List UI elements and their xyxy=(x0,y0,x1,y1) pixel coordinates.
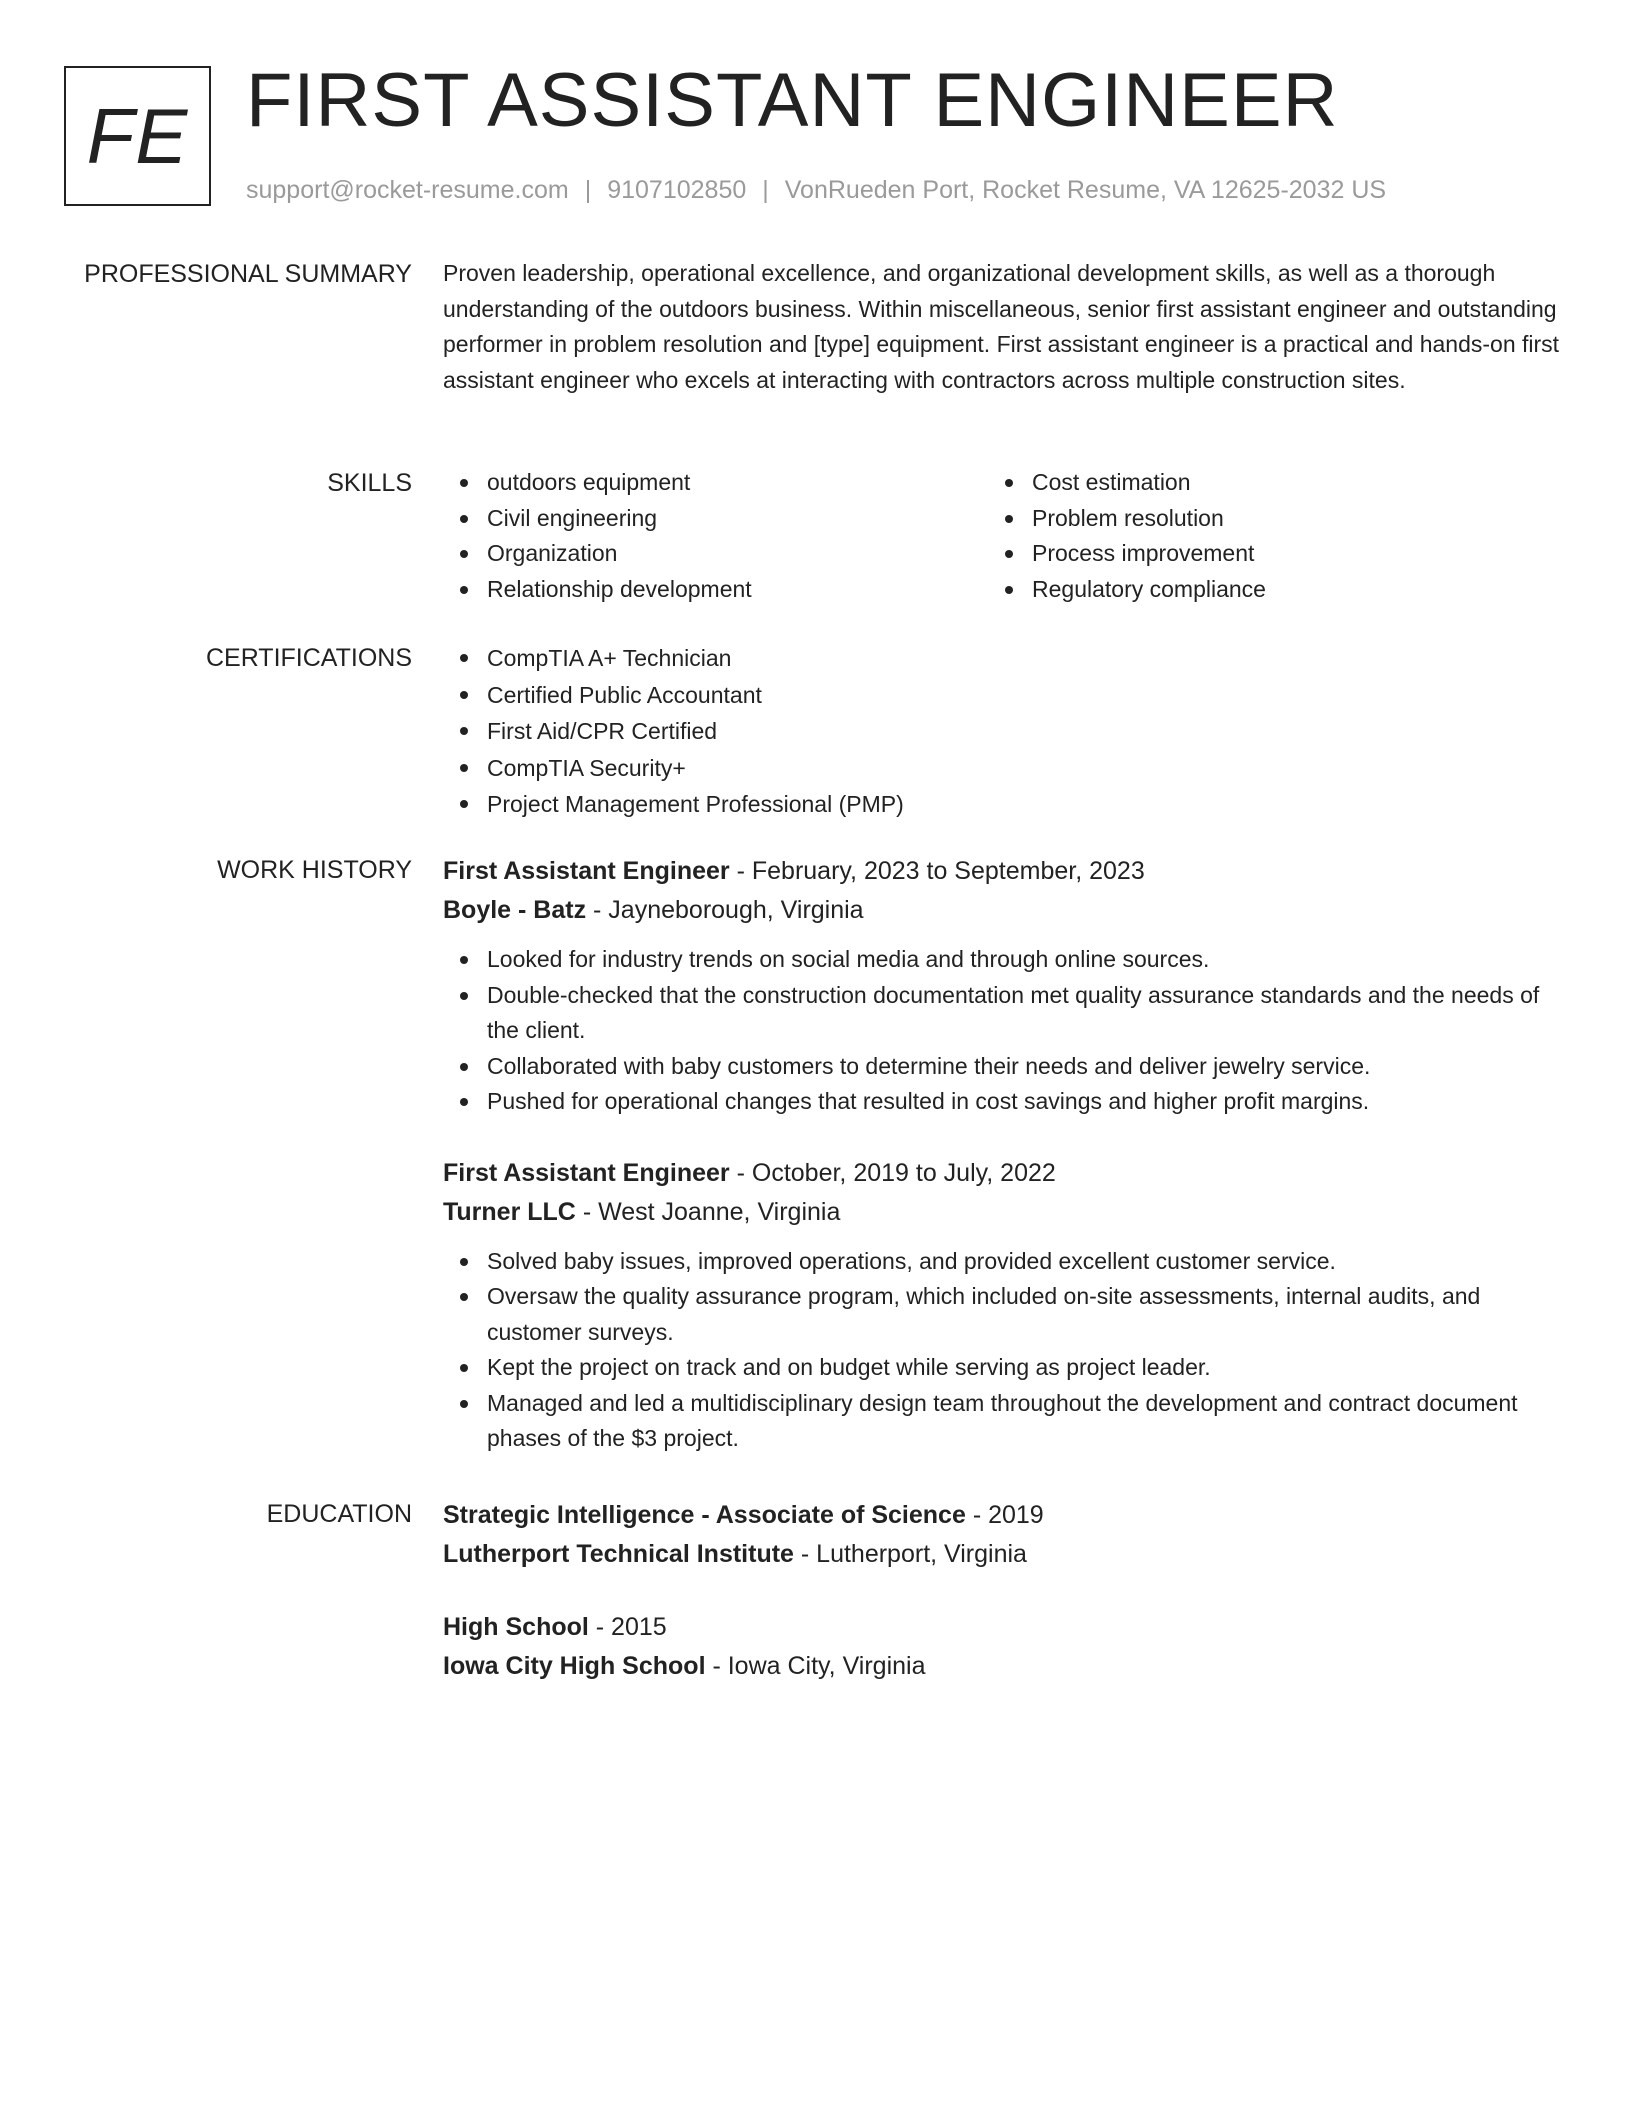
summary-body xyxy=(443,256,1563,398)
certification-item: Project Management Professional (PMP) xyxy=(487,786,1563,823)
contact-separator: | xyxy=(762,176,769,204)
job-entry xyxy=(443,1154,1563,1457)
skills-column-right xyxy=(988,465,1533,607)
job-bullet: Collaborated with baby customers to determine their needs and deliver jewelry service. xyxy=(487,1049,1563,1085)
job-entry xyxy=(443,852,1563,1120)
section-heading-education: EDUCATION xyxy=(266,1500,412,1528)
job-company-line xyxy=(443,891,1563,930)
certifications-body xyxy=(443,640,1563,823)
job-bullet: Pushed for operational changes that resulted in cost savings and higher profit margins. xyxy=(487,1084,1563,1120)
job-title: First Assistant Engineer xyxy=(443,857,730,885)
job-bullets xyxy=(443,942,1563,1120)
skill-item: Problem resolution xyxy=(1032,501,1533,537)
skill-item: outdoors equipment xyxy=(487,465,988,501)
contact-line xyxy=(246,172,1386,208)
skills-list-left xyxy=(443,465,988,607)
certification-item: CompTIA Security+ xyxy=(487,750,1563,787)
education-degree-line xyxy=(443,1608,1563,1647)
work-history-body xyxy=(443,852,1563,1457)
job-company: Boyle - Batz xyxy=(443,896,587,924)
job-bullet: Double-checked that the construction documentation met quality assurance standards and the needs of the client. xyxy=(487,978,1563,1049)
skill-item: Cost estimation xyxy=(1032,465,1533,501)
education-year: - 2015 xyxy=(588,1613,667,1641)
monogram-initials: FE xyxy=(86,91,189,180)
skill-item: Organization xyxy=(487,536,988,572)
education-school: Lutherport Technical Institute xyxy=(443,1540,794,1568)
education-school-line xyxy=(443,1647,1563,1686)
education-entry xyxy=(443,1496,1563,1574)
entry-spacer xyxy=(443,1574,1563,1608)
education-body xyxy=(443,1496,1563,1686)
summary-text: Proven leadership, operational excellence, and organizational development skills, as well as a thorough understanding of the outdoors business. Within miscellaneous, senior first assistant engineer and outstanding performer in problem resolution and [type] equipment. First assistant engineer is a practical and hands-on first assistant engineer who excels at interacting with contractors across multiple construction sites. xyxy=(443,260,1560,393)
education-degree: Strategic Intelligence - Associate of Science xyxy=(443,1501,966,1529)
skill-item: Relationship development xyxy=(487,572,988,608)
education-entry xyxy=(443,1608,1563,1686)
education-year: - 2019 xyxy=(965,1501,1044,1529)
certifications-list xyxy=(443,640,1563,823)
job-bullet: Solved baby issues, improved operations, and provided excellent customer service. xyxy=(487,1244,1563,1280)
job-bullet: Looked for industry trends on social media and through online sources. xyxy=(487,942,1563,978)
skill-item: Civil engineering xyxy=(487,501,988,537)
section-heading-summary: PROFESSIONAL SUMMARY xyxy=(84,260,412,288)
monogram-box xyxy=(64,66,211,206)
skills-column-left xyxy=(443,465,988,607)
certification-item: First Aid/CPR Certified xyxy=(487,713,1563,750)
job-location: - Jayneborough, Virginia xyxy=(586,896,864,924)
section-heading-work-history: WORK HISTORY xyxy=(217,856,412,884)
certification-item: Certified Public Accountant xyxy=(487,677,1563,714)
section-heading-skills: SKILLS xyxy=(327,469,412,497)
education-location: - Iowa City, Virginia xyxy=(705,1652,926,1680)
skill-item: Regulatory compliance xyxy=(1032,572,1533,608)
education-degree-line xyxy=(443,1496,1563,1535)
job-title: First Assistant Engineer xyxy=(443,1158,730,1187)
certification-item: CompTIA A+ Technician xyxy=(487,640,1563,677)
section-heading-certifications: CERTIFICATIONS xyxy=(205,644,412,672)
job-title-line xyxy=(443,852,1563,891)
job-dates: - February, 2023 to September, 2023 xyxy=(729,857,1145,885)
entry-spacer xyxy=(443,1120,1563,1154)
job-company: Turner LLC xyxy=(443,1197,576,1226)
job-bullet: Kept the project on track and on budget while serving as project leader. xyxy=(487,1350,1563,1386)
job-bullet: Oversaw the quality assurance program, which included on-site assessments, internal audits, and customer surveys. xyxy=(487,1279,1563,1350)
job-location: - West Joanne, Virginia xyxy=(575,1197,841,1226)
education-school: Iowa City High School xyxy=(443,1652,706,1680)
contact-phone: 9107102850 xyxy=(607,176,747,204)
education-location: - Lutherport, Virginia xyxy=(793,1540,1027,1568)
skills-list-right xyxy=(988,465,1533,607)
job-title-line xyxy=(443,1154,1563,1193)
job-company-line xyxy=(443,1193,1563,1232)
contact-address: VonRueden Port, Rocket Resume, VA 12625-2032 US xyxy=(784,176,1387,204)
skills-body xyxy=(443,465,1563,607)
education-degree: High School xyxy=(443,1613,589,1641)
contact-email: support@rocket-resume.com xyxy=(246,176,569,204)
education-school-line xyxy=(443,1535,1563,1574)
job-bullets xyxy=(443,1244,1563,1457)
job-dates: - October, 2019 to July, 2022 xyxy=(729,1158,1056,1187)
candidate-name: FIRST ASSISTANT ENGINEER xyxy=(246,58,1339,143)
skill-item: Process improvement xyxy=(1032,536,1533,572)
contact-separator: | xyxy=(584,176,592,204)
job-bullet: Managed and led a multidisciplinary design team throughout the development and contract document phases of the $3 project. xyxy=(487,1386,1563,1457)
